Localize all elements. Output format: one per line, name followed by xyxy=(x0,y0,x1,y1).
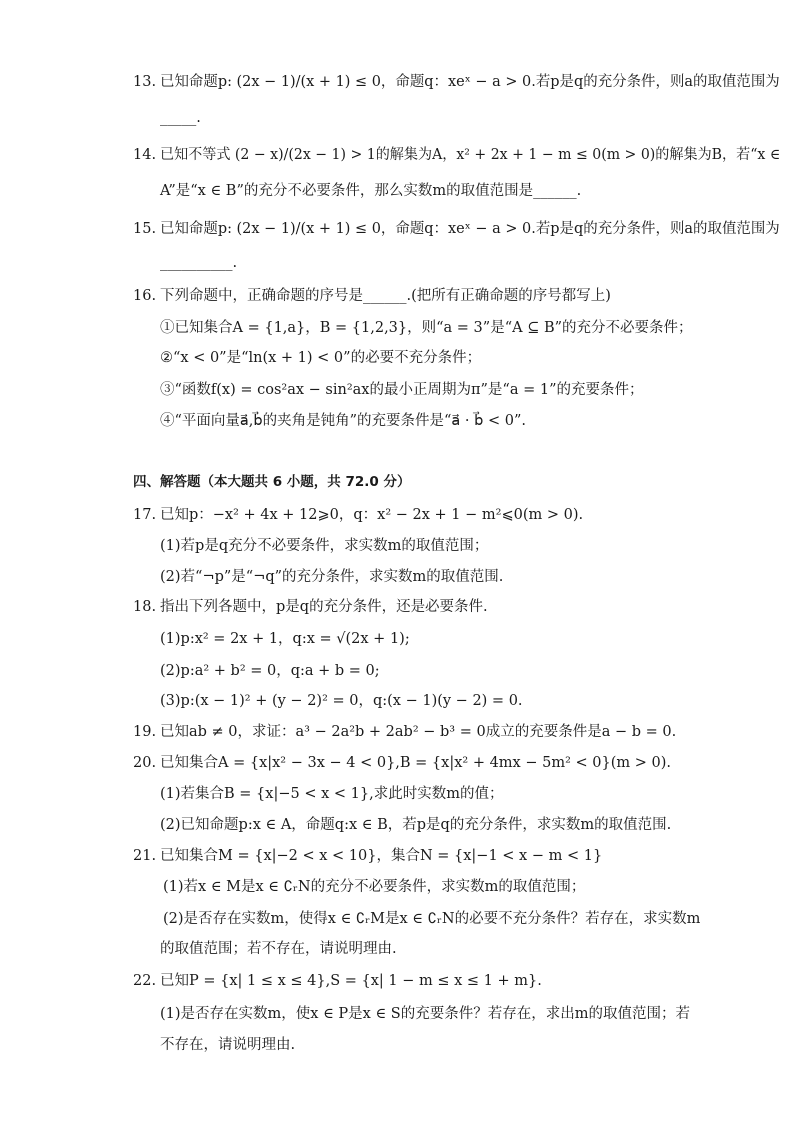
question-text: 已知命题p: (2x − 1)/(x + 1) ≤ 0，命题q：xeˣ − a > 0.若p是q的充分条件，则a的取值范围为 xyxy=(160,74,780,90)
question-number: 13. xyxy=(133,74,157,90)
answer-blank: _____. xyxy=(160,110,201,126)
question-number: 19. xyxy=(133,724,157,740)
sub-question: 不存在，请说明理由. xyxy=(160,1037,296,1053)
option-item: ①已知集合A = {1,a}，B = {1,2,3}，则“a = 3”是“A ⊆ B”的充分不必要条件； xyxy=(160,320,693,336)
option-item: ③“函数f(x) = cos²ax − sin²ax的最小正周期为π”是“a = 1”的充要条件； xyxy=(160,382,644,398)
section-heading: 四、解答题（本大题共 6 小题，共 72.0 分） xyxy=(133,474,411,490)
question-text: 已知命题p: (2x − 1)/(x + 1) ≤ 0，命题q：xeˣ − a > 0.若p是q的充分条件，则a的取值范围为 xyxy=(160,221,780,237)
question-text: 已知不等式 (2 − x)/(2x − 1) > 1的解集为A，x² + 2x + 1 − m ≤ 0(m > 0)的解集为B，若“x ∈ xyxy=(160,147,781,163)
option-item: ④“平面向量a⃗,b⃗的夹角是钝角”的充要条件是“a⃗ · b⃗ < 0”. xyxy=(160,413,526,429)
sub-question: (1)若x ∈ M是x ∈ ∁ᵣN的充分不必要条件，求实数m的取值范围； xyxy=(163,879,586,895)
question-text: 指出下列各题中，p是q的充分条件，还是必要条件. xyxy=(160,599,488,615)
question-text: 已知p：−x² + 4x + 12⩾0，q：x² − 2x + 1 − m²⩽0(m > 0). xyxy=(160,507,584,523)
sub-question: (1)p:x² = 2x + 1，q:x = √(2x + 1); xyxy=(160,631,410,647)
sub-question: (2)若“¬p”是“¬q”的充分条件，求实数m的取值范围. xyxy=(160,569,504,585)
sub-question: (2)已知命题p:x ∈ A，命题q:x ∈ B，若p是q的充分条件，求实数m的取值范围. xyxy=(160,817,672,833)
question-number: 22. xyxy=(133,973,157,989)
answer-blank: __________. xyxy=(160,255,238,271)
sub-question: (1)是否存在实数m，使x ∈ P是x ∈ S的充要条件？若存在，求出m的取值范围；若 xyxy=(160,1006,690,1022)
sub-question: (3)p:(x − 1)² + (y − 2)² = 0，q:(x − 1)(y − 2) = 0. xyxy=(160,693,523,709)
question-text: 已知集合A = {x|x² − 3x − 4 < 0},B = {x|x² + 4mx − 5m² < 0}(m > 0). xyxy=(160,755,671,771)
question-text: 已知集合M = {x|−2 < x < 10}，集合N = {x|−1 < x − m < 1} xyxy=(160,848,603,864)
sub-question: (1)若p是q充分不必要条件，求实数m的取值范围； xyxy=(160,538,489,554)
question-number: 15. xyxy=(133,221,157,237)
question-number: 18. xyxy=(133,599,157,615)
question-number: 17. xyxy=(133,507,157,523)
sub-question: (1)若集合B = {x|−5 < x < 1},求此时实数m的值； xyxy=(160,786,504,802)
question-text: 下列命题中，正确命题的序号是______.(把所有正确命题的序号都写上) xyxy=(160,288,611,304)
question-number: 20. xyxy=(133,755,157,771)
question-text: 已知ab ≠ 0，求证：a³ − 2a²b + 2ab² − b³ = 0成立的充要条件是a − b = 0. xyxy=(160,724,677,740)
sub-question: (2)p:a² + b² = 0，q:a + b = 0; xyxy=(160,663,380,679)
sub-question: (2)是否存在实数m，使得x ∈ ∁ᵣM是x ∈ ∁ᵣN的必要不充分条件？若存在，求实数m xyxy=(163,911,701,927)
option-item: ②“x < 0”是“ln(x + 1) < 0”的必要不充分条件； xyxy=(160,350,482,366)
sub-question: 的取值范围；若不存在，请说明理由. xyxy=(160,941,397,957)
question-number: 16. xyxy=(133,288,157,304)
question-number: 21. xyxy=(133,848,157,864)
question-number: 14. xyxy=(133,147,157,163)
question-text: 已知P = {x| 1 ≤ x ≤ 4},S = {x| 1 − m ≤ x ≤ 1 + m}. xyxy=(160,973,542,989)
question-text: A”是“x ∈ B”的充分不必要条件，那么实数m的取值范围是______. xyxy=(160,183,582,199)
